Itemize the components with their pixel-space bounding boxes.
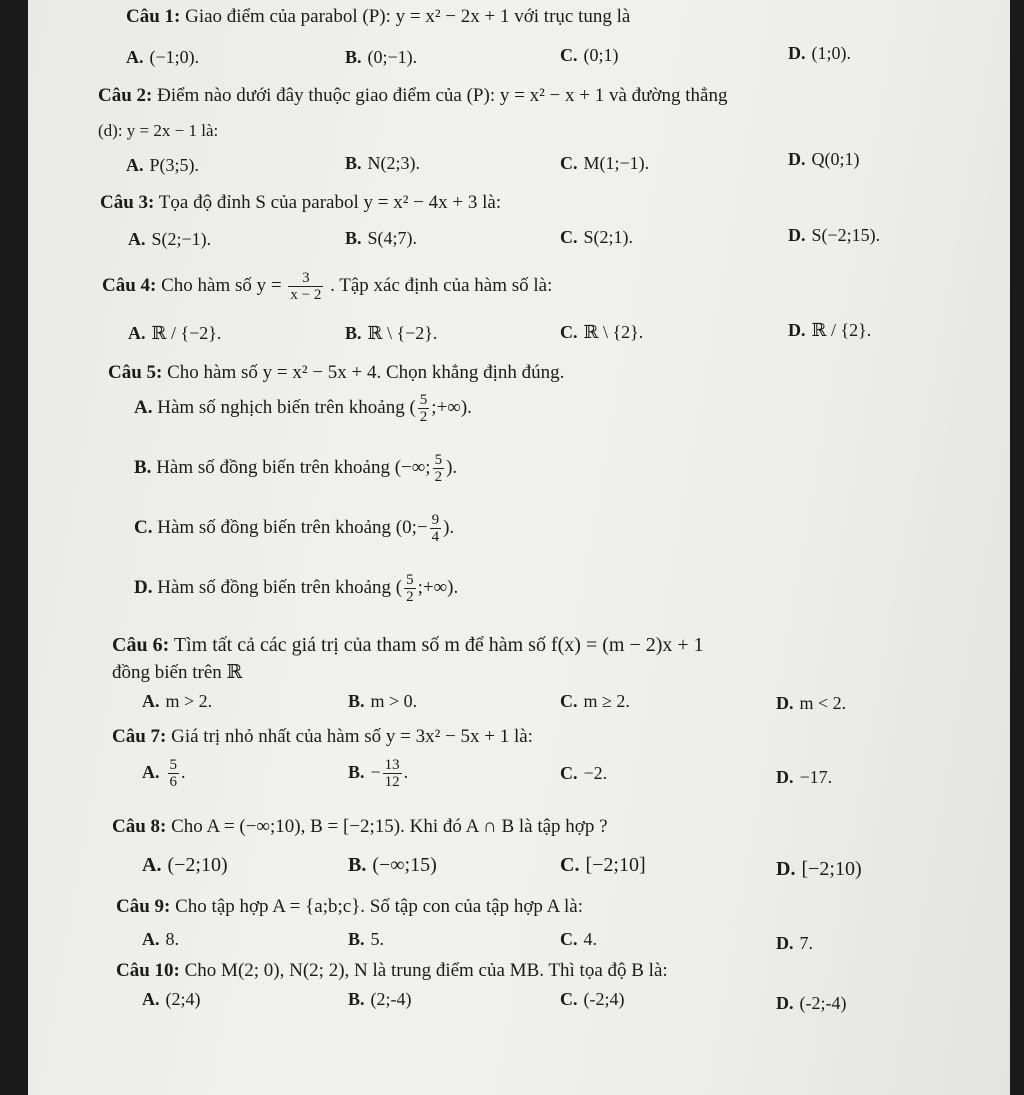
- q10-option-a[interactable]: A. (2;4): [142, 989, 201, 1009]
- question-label: Câu 10:: [116, 960, 180, 981]
- question-label: Câu 7:: [112, 726, 167, 747]
- q1-option-b[interactable]: B. (0;−1).: [345, 47, 418, 67]
- question-label: Câu 6:: [112, 634, 170, 656]
- q4-option-d[interactable]: D. ℝ / {2}.: [788, 320, 872, 340]
- question-label: Câu 3:: [100, 192, 155, 213]
- exam-sheet: [28, 0, 1010, 1095]
- q6-option-c[interactable]: C. m ≥ 2.: [560, 691, 630, 711]
- q5-option-b[interactable]: B. Hàm số đồng biến trên khoảng (−∞; $\frac{5}{2}$ ).: [134, 452, 458, 485]
- q1-option-a[interactable]: A. (−1;0).: [126, 47, 200, 67]
- q5-option-a[interactable]: A. Hàm số nghịch biến trên khoảng ( $\frac{5}{2}$ ;+∞).: [134, 392, 472, 425]
- question-1: [126, 4, 970, 30]
- q4-option-b[interactable]: B. ℝ \ {−2}.: [345, 323, 438, 343]
- q6-option-d[interactable]: D. m < 2.: [776, 693, 847, 713]
- q7-option-c[interactable]: C. −2.: [560, 763, 608, 783]
- question-label: Câu 5:: [108, 362, 163, 383]
- q7-option-a[interactable]: A. $\frac{5}{6}$ .: [142, 757, 186, 791]
- question-text: Cho hàm số y = x² − 5x + 4. Chọn khẳng định đúng.: [167, 362, 565, 383]
- question-6-line-2: đồng biến trên ℝ: [112, 662, 243, 683]
- question-label: Câu 9:: [116, 896, 171, 917]
- question-label: Câu 1:: [126, 6, 181, 27]
- q8-option-b[interactable]: B. (−∞;15): [348, 854, 437, 876]
- question-text: Cho tập hợp A = {a;b;c}. Số tập con của tập hợp A là:: [175, 896, 584, 917]
- q9-option-d[interactable]: D. 7.: [776, 933, 813, 953]
- q9-option-b[interactable]: B. 5.: [348, 929, 385, 949]
- question-4-fraction: $\frac{3}{x - 2}$: [290, 270, 322, 304]
- q9-option-a[interactable]: A. 8.: [142, 929, 179, 949]
- q4-option-c[interactable]: C. ℝ \ {2}.: [560, 322, 644, 342]
- question-3: [100, 190, 970, 216]
- q6-option-a[interactable]: A. m > 2.: [142, 691, 213, 711]
- q2-option-b[interactable]: B. N(2;3).: [345, 153, 421, 173]
- q4-option-a[interactable]: A. ℝ / {−2}.: [128, 323, 222, 343]
- question-label: Câu 4:: [102, 275, 157, 296]
- question-6: [112, 632, 970, 658]
- question-10: [116, 958, 970, 984]
- question-5: [108, 360, 970, 386]
- q8-option-c[interactable]: C. [−2;10]: [560, 854, 646, 876]
- q3-option-a[interactable]: A. S(2;−1).: [128, 229, 212, 249]
- q7-option-d[interactable]: D. −17.: [776, 767, 833, 787]
- q2-option-a[interactable]: A. P(3;5).: [126, 155, 199, 175]
- question-label: Câu 2:: [98, 85, 153, 106]
- question-9: [116, 894, 970, 920]
- question-4: Câu 4: Cho hàm số y = $\frac{3}{x - 2}$ . Tập xác định của hàm số là:: [102, 270, 553, 304]
- q7-option-b[interactable]: B. − $\frac{13}{12}$ .: [348, 757, 409, 791]
- q1-option-c[interactable]: C. (0;1): [560, 45, 619, 65]
- q3-option-d[interactable]: D. S(−2;15).: [788, 225, 881, 245]
- q2-option-c[interactable]: C. M(1;−1).: [560, 153, 650, 173]
- question-2-line-2: (d): y = 2x − 1 là:: [98, 121, 219, 140]
- q9-option-c[interactable]: C. 4.: [560, 929, 597, 949]
- q5-option-d[interactable]: D. Hàm số đồng biến trên khoảng ( $\frac{5}{2}$ ;+∞).: [134, 572, 459, 605]
- q5-option-c[interactable]: C. Hàm số đồng biến trên khoảng (0;− $\frac{9}{4}$ ).: [134, 512, 455, 545]
- q8-option-a[interactable]: A. (−2;10): [142, 854, 228, 876]
- question-text: Giao điểm của parabol (P): y = x² − 2x + 1 với trục tung là: [185, 6, 631, 27]
- q8-option-d[interactable]: D. [−2;10): [776, 858, 862, 880]
- q10-option-c[interactable]: C. (-2;4): [560, 989, 625, 1009]
- q10-option-b[interactable]: B. (2;-4): [348, 989, 412, 1009]
- question-text: Tìm tất cả các giá trị của tham số m để hàm số f(x) = (m − 2)x + 1: [173, 634, 704, 656]
- q1-option-d[interactable]: D. (1;0).: [788, 43, 851, 63]
- q10-option-d[interactable]: D. (-2;-4): [776, 993, 847, 1013]
- q3-option-c[interactable]: C. S(2;1).: [560, 227, 633, 247]
- q3-option-b[interactable]: B. S(4;7).: [345, 228, 418, 248]
- q2-option-d[interactable]: D. Q(0;1): [788, 149, 860, 169]
- question-label: Câu 8:: [112, 816, 167, 837]
- question-text: Giá trị nhỏ nhất của hàm số y = 3x² − 5x + 1 là:: [171, 726, 533, 747]
- question-text: Cho A = (−∞;10), B = [−2;15). Khi đó A ∩ B là tập hợp ?: [171, 816, 608, 837]
- question-text: Điểm nào dưới đây thuộc giao điểm của (P): y = x² − x + 1 và đường thẳng: [157, 85, 728, 106]
- question-2: [98, 83, 970, 109]
- question-text: Cho M(2; 0), N(2; 2), N là trung điểm của MB. Thì tọa độ B là:: [184, 960, 668, 981]
- question-8: [112, 814, 970, 840]
- question-text: Tọa độ đỉnh S của parabol y = x² − 4x + 3 là:: [158, 192, 502, 213]
- q6-option-b[interactable]: B. m > 0.: [348, 691, 418, 711]
- question-7: [112, 724, 970, 750]
